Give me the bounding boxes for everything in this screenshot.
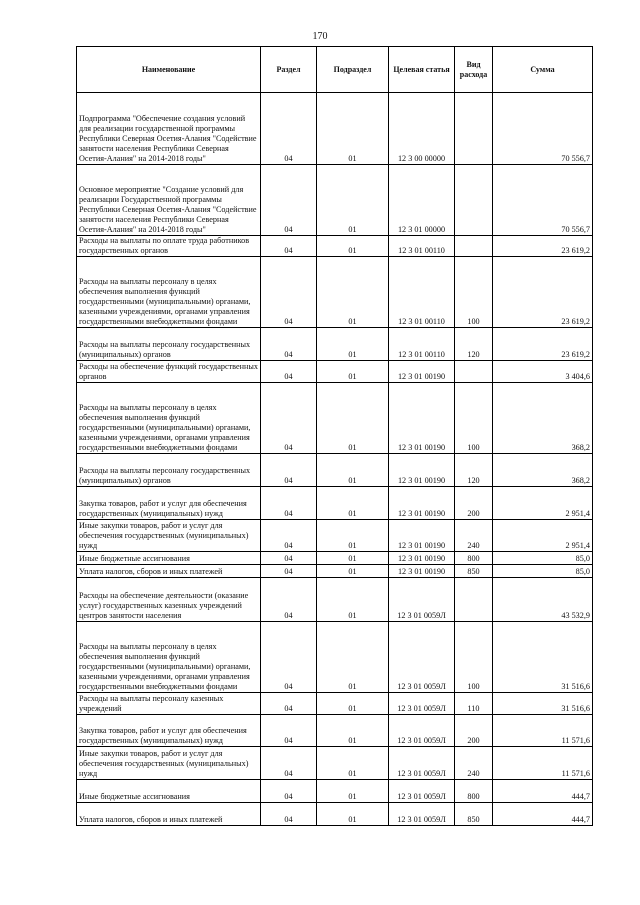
cell-section: 04 — [261, 520, 317, 552]
cell-subsection: 01 — [317, 236, 389, 257]
table-row — [77, 236, 593, 257]
cell-subsection: 01 — [317, 93, 389, 165]
cell-expense-type: 120 — [455, 454, 493, 487]
cell-subsection: 01 — [317, 780, 389, 803]
header-section: Раздел — [261, 47, 317, 93]
cell-section: 04 — [261, 93, 317, 165]
cell-section: 04 — [261, 552, 317, 565]
cell-section: 04 — [261, 747, 317, 780]
header-amount: Сумма — [493, 47, 593, 93]
table-row — [77, 780, 593, 803]
cell-amount: 70 556,7 — [493, 93, 593, 165]
cell-expense-type: 850 — [455, 565, 493, 578]
cell-target: 12 3 01 00190 — [389, 520, 455, 552]
cell-subsection: 01 — [317, 693, 389, 715]
cell-target: 12 3 01 0059Л — [389, 803, 455, 826]
cell-target: 12 3 01 00190 — [389, 565, 455, 578]
header-expense-type: Вид расхода — [455, 47, 493, 93]
cell-section: 04 — [261, 693, 317, 715]
cell-section: 04 — [261, 454, 317, 487]
cell-section: 04 — [261, 257, 317, 328]
cell-expense-type: 110 — [455, 693, 493, 715]
table-row — [77, 361, 593, 383]
cell-amount: 11 571,6 — [493, 715, 593, 747]
cell-target: 12 3 01 00190 — [389, 454, 455, 487]
cell-name: Иные бюджетные ассигнования — [77, 552, 261, 565]
cell-section: 04 — [261, 565, 317, 578]
cell-amount: 2 951,4 — [493, 520, 593, 552]
cell-amount: 31 516,6 — [493, 693, 593, 715]
header-name: Наименование — [77, 47, 261, 93]
cell-subsection: 01 — [317, 803, 389, 826]
cell-expense-type: 800 — [455, 552, 493, 565]
table-row — [77, 520, 593, 552]
cell-name: Расходы на выплаты персоналу государственных (муниципальных) органов — [77, 454, 261, 487]
cell-expense-type: 100 — [455, 257, 493, 328]
cell-amount: 70 556,7 — [493, 165, 593, 236]
table-header-row — [77, 47, 593, 93]
budget-table — [76, 46, 593, 826]
cell-name: Расходы на обеспечение функций государственных органов — [77, 361, 261, 383]
cell-expense-type — [455, 361, 493, 383]
cell-expense-type: 800 — [455, 780, 493, 803]
table-row — [77, 747, 593, 780]
cell-subsection: 01 — [317, 578, 389, 622]
cell-amount: 368,2 — [493, 383, 593, 454]
cell-expense-type: 850 — [455, 803, 493, 826]
cell-section: 04 — [261, 803, 317, 826]
cell-target: 12 3 01 0059Л — [389, 693, 455, 715]
cell-section: 04 — [261, 165, 317, 236]
cell-section: 04 — [261, 578, 317, 622]
table-row — [77, 487, 593, 520]
cell-amount: 85,0 — [493, 552, 593, 565]
page-number: 170 — [312, 31, 328, 42]
table-row — [77, 693, 593, 715]
header-subsection: Подраздел — [317, 47, 389, 93]
cell-section: 04 — [261, 487, 317, 520]
cell-subsection: 01 — [317, 257, 389, 328]
cell-section: 04 — [261, 780, 317, 803]
cell-target: 12 3 01 0059Л — [389, 747, 455, 780]
cell-expense-type — [455, 93, 493, 165]
cell-name: Расходы на выплаты персоналу казенных учреждений — [77, 693, 261, 715]
cell-target: 12 3 01 00110 — [389, 257, 455, 328]
cell-expense-type — [455, 165, 493, 236]
cell-name: Подпрограмма "Обеспечение создания условий для реализации государственной программы Республики Северная Осетия-Алания "Содействие занятости населения Республики Северная Осетия-Алания" на 2014-2018 годы" — [77, 93, 261, 165]
header-target: Целевая статья — [389, 47, 455, 93]
cell-name: Расходы на выплаты персоналу в целях обеспечения выполнения функций государственными (муниципальными) органами, казенными учреждениями, органами управления государственными внебюджетными фондами — [77, 622, 261, 693]
cell-amount: 2 951,4 — [493, 487, 593, 520]
cell-target: 12 3 01 00110 — [389, 236, 455, 257]
cell-target: 12 3 01 0059Л — [389, 622, 455, 693]
table-row — [77, 165, 593, 236]
cell-expense-type: 100 — [455, 383, 493, 454]
cell-subsection: 01 — [317, 383, 389, 454]
cell-expense-type: 240 — [455, 747, 493, 780]
cell-subsection: 01 — [317, 454, 389, 487]
cell-name: Уплата налогов, сборов и иных платежей — [77, 803, 261, 826]
table-row — [77, 552, 593, 565]
cell-section: 04 — [261, 383, 317, 454]
cell-amount: 444,7 — [493, 803, 593, 826]
cell-expense-type: 200 — [455, 715, 493, 747]
cell-name: Основное мероприятие "Создание условий для реализации Государственной программы Республики Северная Осетия-Алания "Содействие занятости населения Республики Северная Осетия-Алания" на 2014-2018 годы" — [77, 165, 261, 236]
cell-section: 04 — [261, 622, 317, 693]
cell-expense-type: 100 — [455, 622, 493, 693]
cell-section: 04 — [261, 715, 317, 747]
cell-subsection: 01 — [317, 565, 389, 578]
cell-target: 12 3 01 00190 — [389, 552, 455, 565]
cell-target: 12 3 01 0059Л — [389, 578, 455, 622]
cell-subsection: 01 — [317, 487, 389, 520]
cell-subsection: 01 — [317, 747, 389, 780]
table-row — [77, 565, 593, 578]
cell-section: 04 — [261, 361, 317, 383]
cell-amount: 31 516,6 — [493, 622, 593, 693]
cell-subsection: 01 — [317, 552, 389, 565]
cell-target: 12 3 01 00190 — [389, 361, 455, 383]
table-row — [77, 257, 593, 328]
table-row — [77, 328, 593, 361]
cell-name: Иные бюджетные ассигнования — [77, 780, 261, 803]
cell-subsection: 01 — [317, 622, 389, 693]
cell-subsection: 01 — [317, 328, 389, 361]
cell-name: Закупка товаров, работ и услуг для обеспечения государственных (муниципальных) нужд — [77, 487, 261, 520]
cell-name: Расходы на выплаты персоналу в целях обеспечения выполнения функций государственными (муниципальными) органами, казенными учреждениями, органами управления государственными внебюджетными фондами — [77, 257, 261, 328]
cell-name: Закупка товаров, работ и услуг для обеспечения государственных (муниципальных) нужд — [77, 715, 261, 747]
cell-name: Иные закупки товаров, работ и услуг для обеспечения государственных (муниципальных) нужд — [77, 520, 261, 552]
cell-section: 04 — [261, 328, 317, 361]
cell-amount: 368,2 — [493, 454, 593, 487]
cell-expense-type: 120 — [455, 328, 493, 361]
cell-subsection: 01 — [317, 520, 389, 552]
table-row — [77, 803, 593, 826]
cell-amount: 85,0 — [493, 565, 593, 578]
table-row — [77, 93, 593, 165]
cell-name: Расходы на выплаты по оплате труда работников государственных органов — [77, 236, 261, 257]
cell-subsection: 01 — [317, 715, 389, 747]
cell-amount: 23 619,2 — [493, 328, 593, 361]
cell-expense-type — [455, 578, 493, 622]
table-row — [77, 454, 593, 487]
table-row — [77, 622, 593, 693]
cell-name: Уплата налогов, сборов и иных платежей — [77, 565, 261, 578]
cell-name: Иные закупки товаров, работ и услуг для обеспечения государственных (муниципальных) нужд — [77, 747, 261, 780]
cell-expense-type — [455, 236, 493, 257]
cell-subsection: 01 — [317, 361, 389, 383]
cell-target: 12 3 00 00000 — [389, 93, 455, 165]
cell-expense-type: 240 — [455, 520, 493, 552]
cell-name: Расходы на обеспечение деятельности (оказание услуг) государственных казенных учреждений центров занятости населения — [77, 578, 261, 622]
cell-expense-type: 200 — [455, 487, 493, 520]
cell-target: 12 3 01 00190 — [389, 383, 455, 454]
table-row — [77, 578, 593, 622]
cell-subsection: 01 — [317, 165, 389, 236]
cell-target: 12 3 01 00190 — [389, 487, 455, 520]
cell-target: 12 3 01 00110 — [389, 328, 455, 361]
cell-target: 12 3 01 0059Л — [389, 780, 455, 803]
cell-amount: 444,7 — [493, 780, 593, 803]
table-row — [77, 715, 593, 747]
cell-name: Расходы на выплаты персоналу в целях обеспечения выполнения функций государственными (муниципальными) органами, казенными учреждениями, органами управления государственными внебюджетными фондами — [77, 383, 261, 454]
cell-target: 12 3 01 0059Л — [389, 715, 455, 747]
cell-amount: 11 571,6 — [493, 747, 593, 780]
cell-amount: 43 532,9 — [493, 578, 593, 622]
cell-name: Расходы на выплаты персоналу государственных (муниципальных) органов — [77, 328, 261, 361]
cell-amount: 23 619,2 — [493, 257, 593, 328]
cell-section: 04 — [261, 236, 317, 257]
table-row — [77, 383, 593, 454]
cell-amount: 3 404,6 — [493, 361, 593, 383]
cell-amount: 23 619,2 — [493, 236, 593, 257]
cell-target: 12 3 01 00000 — [389, 165, 455, 236]
